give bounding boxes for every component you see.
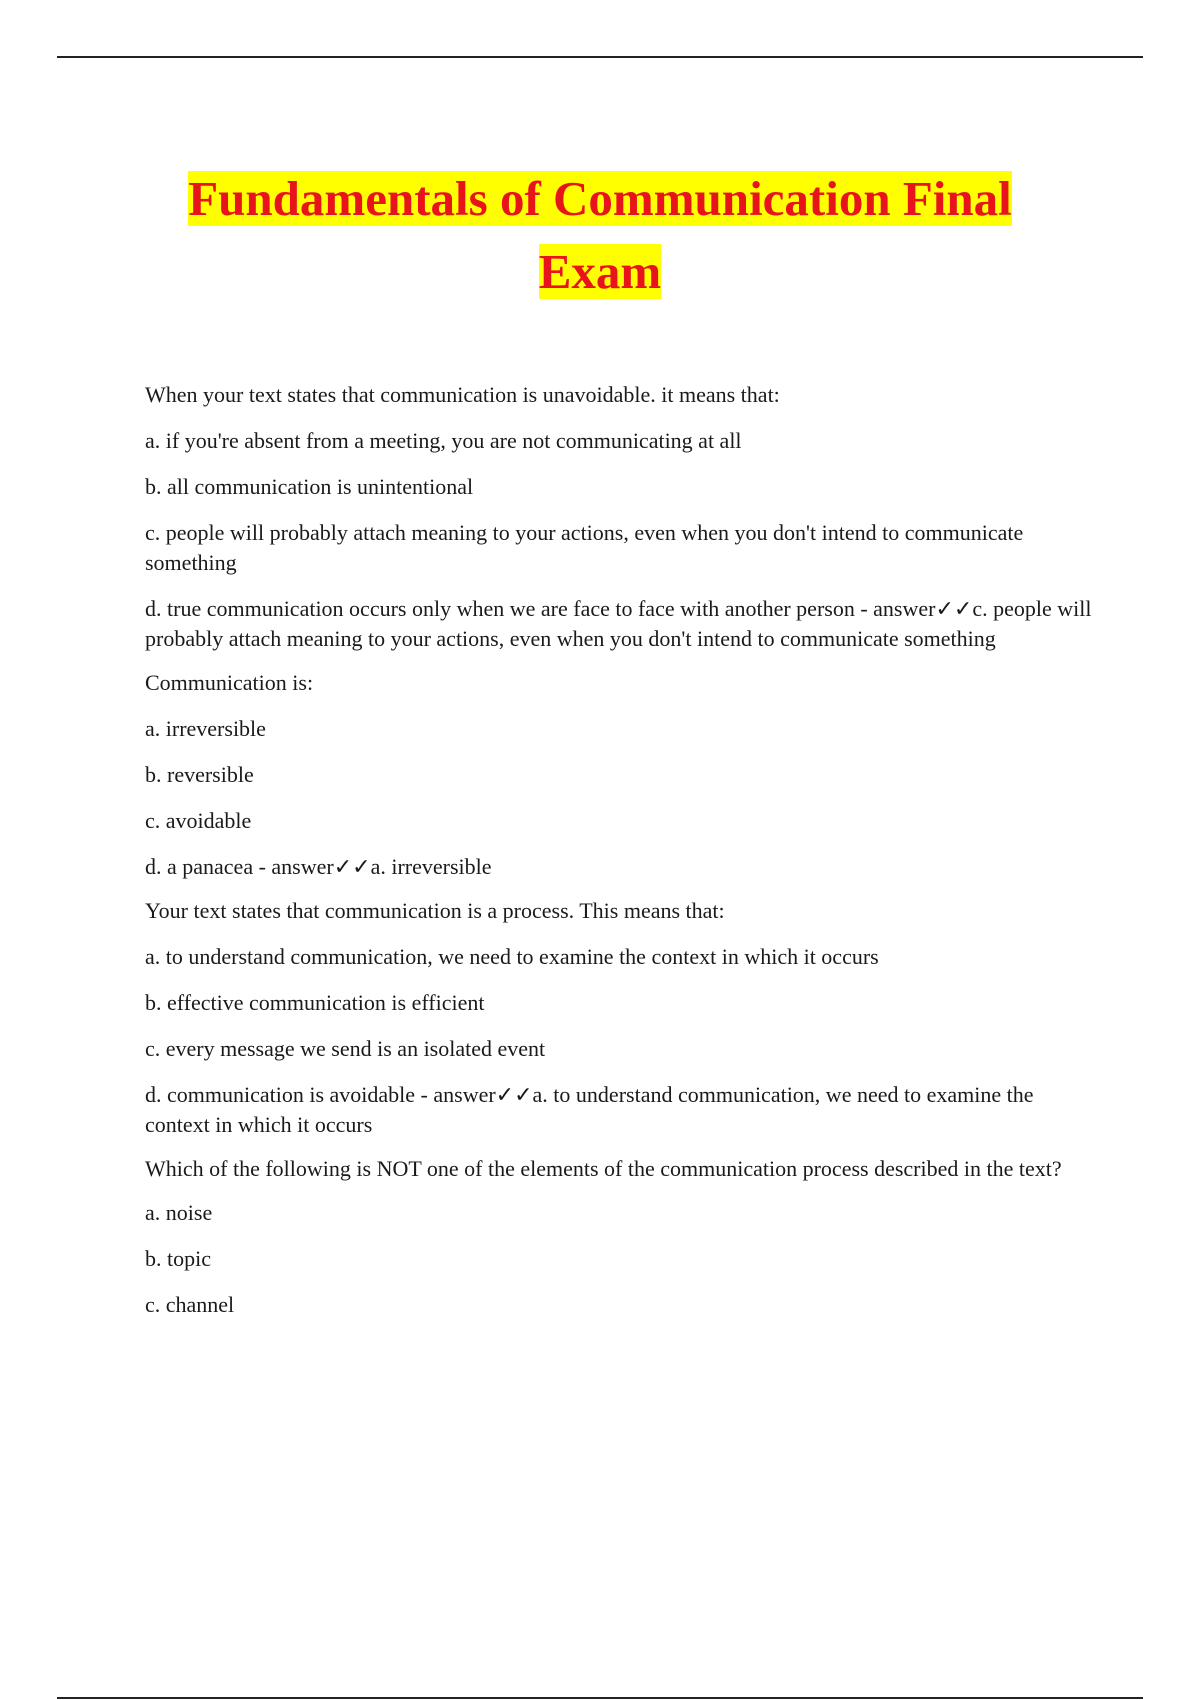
question-1-text: When your text states that communication is unavoidable. it means that: xyxy=(145,382,780,407)
question-2-text: Communication is: xyxy=(145,670,314,695)
question-1-option-c: c. people will probably attach meaning to your actions, even when you don't intend to communicate something xyxy=(145,520,1024,575)
top-rule xyxy=(57,56,1143,58)
question-4-option-a: a. noise xyxy=(145,1200,213,1225)
document-title xyxy=(0,168,1200,314)
question-3-option-c: c. every message we send is an isolated event xyxy=(145,1036,546,1061)
question-2-option-c: c. avoidable xyxy=(145,808,252,833)
document-body xyxy=(145,380,1095,1336)
bottom-rule xyxy=(57,1697,1143,1699)
question-2-option-b: b. reversible xyxy=(145,762,254,787)
question-2-option-a: a. irreversible xyxy=(145,716,266,741)
question-2-option-d-answer: d. a panacea - answer✓✓a. irreversible xyxy=(145,854,492,879)
question-3-text: Your text states that communication is a process. This means that: xyxy=(145,898,725,923)
title-line-2: Exam xyxy=(538,244,662,299)
question-1-option-d-answer: d. true communication occurs only when we are face to face with another person - answer✓✓c. people will probably attach meaning to your actions, even when you don't intend to communicate something xyxy=(145,596,1092,651)
question-3-option-d-answer: d. communication is avoidable - answer✓✓a. to understand communication, we need to examine the context in which it occurs xyxy=(145,1082,1034,1137)
question-3-option-a: a. to understand communication, we need to examine the context in which it occurs xyxy=(145,944,879,969)
question-1-option-a: a. if you're absent from a meeting, you are not communicating at all xyxy=(145,428,742,453)
question-1-option-b: b. all communication is unintentional xyxy=(145,474,474,499)
question-3-option-b: b. effective communication is efficient xyxy=(145,990,485,1015)
question-4-option-b: b. topic xyxy=(145,1246,211,1271)
question-4-option-c: c. channel xyxy=(145,1292,235,1317)
question-4-text: Which of the following is NOT one of the elements of the communication process described in the text? xyxy=(145,1156,1062,1181)
title-line-1: Fundamentals of Communication Final xyxy=(188,171,1012,226)
